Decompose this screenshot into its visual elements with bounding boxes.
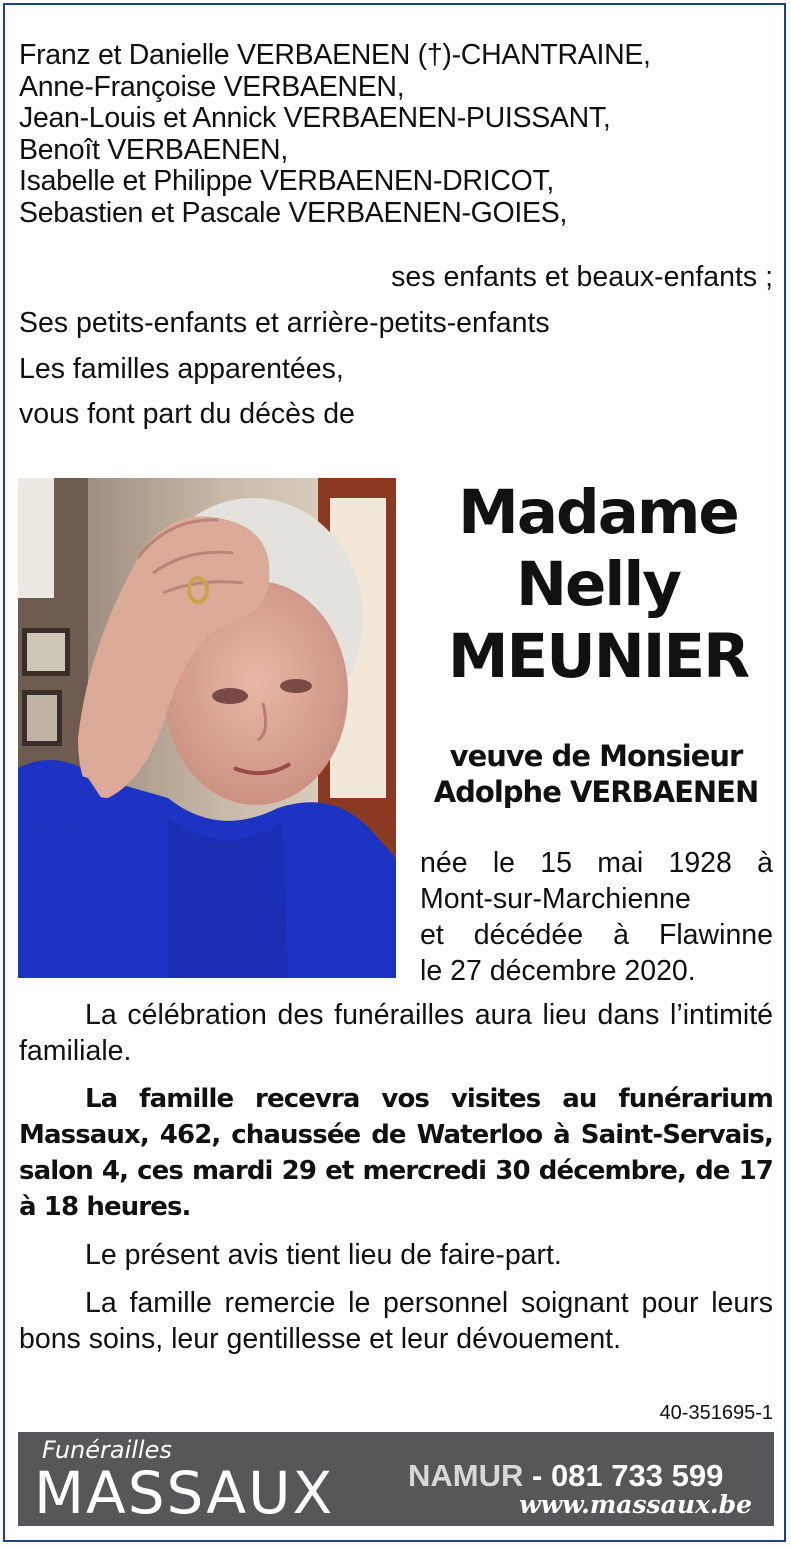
banner-contact [408,1458,723,1494]
banner-phone: 081 733 599 [550,1458,724,1493]
banner-brand: MASSAUX [34,1459,335,1527]
portrait-photo [18,478,396,978]
death-line: et décédée à Flawinne [420,919,773,951]
birth-line: née le 15 mai 1928 à [420,847,773,879]
widow-line: Adolphe VERBAENEN [433,775,759,809]
birth-death-info [420,845,773,989]
deceased-last-name: MEUNIER [447,621,749,692]
deceased-name [428,477,768,693]
family-line: Anne-Françoise VERBAENEN, [19,70,405,103]
notice-paragraph: Le présent avis tient lieu de faire-part. [85,1239,562,1271]
reference-number: 40-351695-1 [659,1402,773,1424]
banner-website: www.massaux.be [519,1490,752,1519]
grandchildren-line: Ses petits-enfants et arrière-petits-enfants [19,307,550,339]
death-line: le 27 décembre 2020. [420,955,696,987]
banner-separator: - [523,1458,551,1493]
banner-city: NAMUR [408,1458,524,1493]
family-role: ses enfants et beaux-enfants ; [391,261,773,293]
birth-line: Mont-sur-Marchienne [420,883,691,915]
deceased-first-name: Nelly [515,549,680,620]
deceased-title: Madame [458,477,738,548]
visits-paragraph: La famille recevra vos visites au funérarium Massaux, 462, chaussée de Waterloo à Saint-Servais, salon 4, ces mardi 29 et mercredi 30 décembre, de 17 à 18 heures. [19,1084,773,1222]
thanks-paragraph: La famille remercie le personnel soignant pour leurs bons soins, leur gentillesse et leur dévouement. [19,1287,773,1355]
family-list [19,40,651,230]
funeral-home-banner [18,1432,774,1526]
widow-of [415,738,777,810]
family-line: Jean-Louis et Annick VERBAENEN-PUISSANT, [19,102,611,135]
family-line: Isabelle et Philippe VERBAENEN-DRICOT, [19,165,555,198]
family-line: Benoît VERBAENEN, [19,133,288,166]
family-line: Sebastien et Pascale VERBAENEN-GOIES, [19,196,568,229]
banner-kicker: Funérailles [42,1436,172,1464]
relatives-line: Les familles apparentées, [19,353,344,385]
announce-line: vous font part du décès de [19,398,355,430]
ceremony-paragraph: La célébration des funérailles aura lieu dans l’intimité familiale. [19,999,773,1067]
widow-line: veuve de Monsieur [449,739,743,773]
family-line: Franz et Danielle VERBAENEN (†)-CHANTRAINE, [19,39,651,71]
